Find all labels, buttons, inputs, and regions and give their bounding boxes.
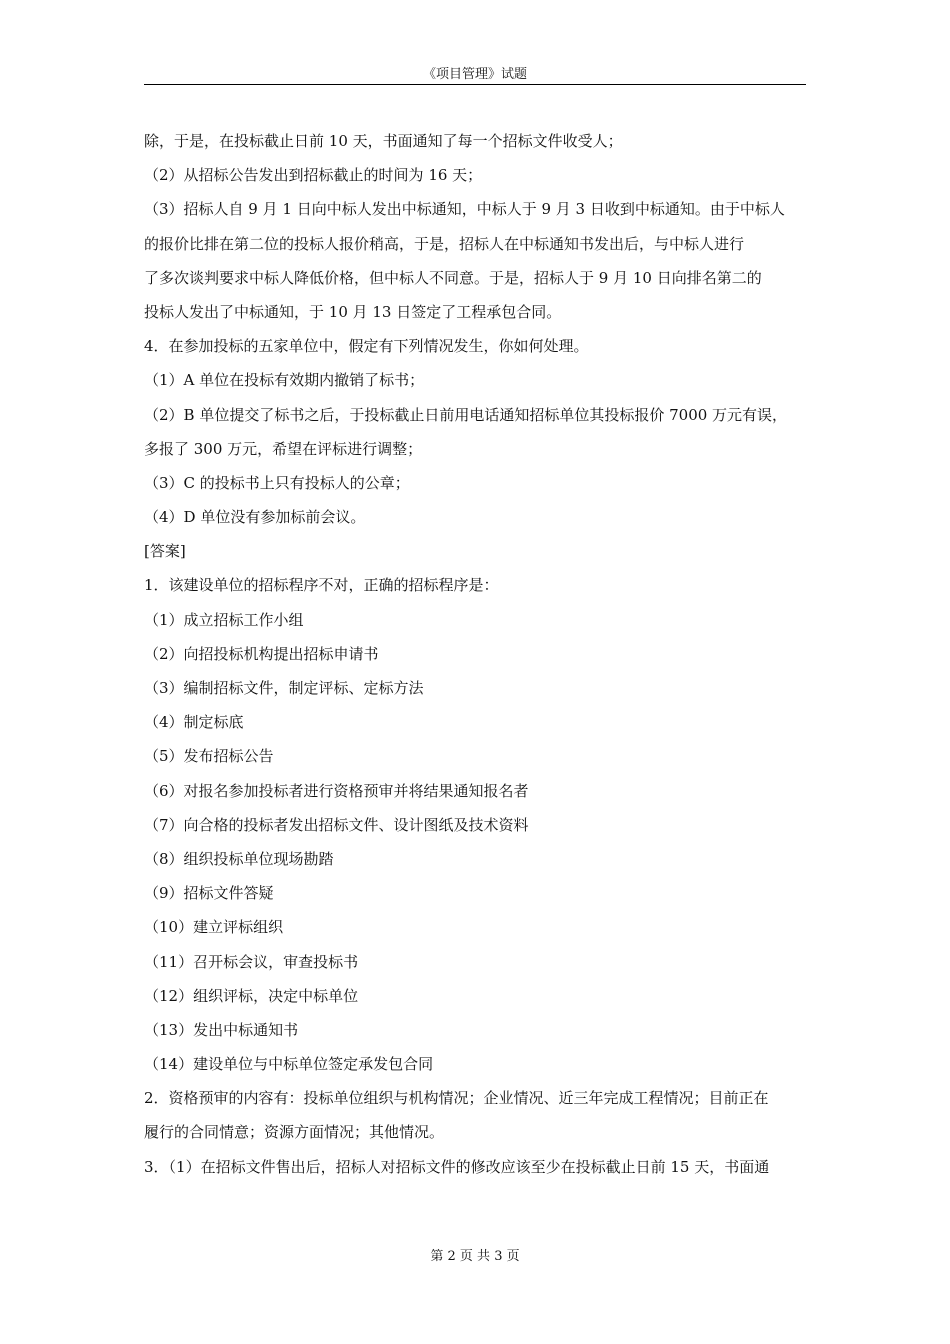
text-line: 投标人发出了中标通知，于 10 月 13 日签定了工程承包合同。 bbox=[144, 302, 562, 321]
answer-item: 1．该建设单位的招标程序不对，正确的招标程序是： bbox=[144, 576, 499, 595]
page-header bbox=[144, 66, 806, 85]
list-item: （2）向招投标机构提出招标申请书 bbox=[144, 644, 379, 663]
answer-heading: [答案] bbox=[144, 542, 186, 561]
page-footer bbox=[0, 1249, 950, 1265]
list-item: （12）组织评标，决定中标单位 bbox=[144, 986, 359, 1005]
text-line: （3）招标人自 9 月 1 日向中标人发出中标通知，中标人于 9 月 3 日收到中标通知。由于中标人 bbox=[144, 200, 785, 219]
question-heading: 4．在参加投标的五家单位中，假定有下列情况发生，你如何处理。 bbox=[144, 337, 589, 356]
text-line: （1）A 单位在投标有效期内撤销了标书； bbox=[144, 371, 425, 390]
text-line: 了多次谈判要求中标人降低价格，但中标人不同意。于是，招标人于 9 月 10 日向排名第二的 bbox=[144, 268, 762, 287]
document-body bbox=[144, 124, 812, 1184]
text-line: （4）D 单位没有参加标前会议。 bbox=[144, 508, 366, 527]
list-item: （13）发出中标通知书 bbox=[144, 1020, 299, 1039]
list-item: （7）向合格的投标者发出招标文件、设计图纸及技术资料 bbox=[144, 815, 529, 834]
text-line: 除，于是，在投标截止日前 10 天，书面通知了每一个招标文件收受人； bbox=[144, 132, 623, 150]
page-number: 第 2 页 共 3 页 bbox=[430, 1249, 520, 1264]
list-item: （4）制定标底 bbox=[144, 713, 244, 732]
list-item: （6）对报名参加投标者进行资格预审并将结果通知报名者 bbox=[144, 781, 529, 800]
answer-item: 2．资格预审的内容有：投标单位组织与机构情况；企业情况、近三年完成工程情况；目前正在 bbox=[144, 1089, 769, 1108]
header-title: 《项目管理》试题 bbox=[422, 67, 527, 82]
list-item: （1）成立招标工作小组 bbox=[144, 610, 304, 629]
answer-item: 3．（1）在招标文件售出后，招标人对招标文件的修改应该至少在投标截止日前 15 天，书面通 bbox=[144, 1157, 770, 1176]
text-line: （3）C 的投标书上只有投标人的公章； bbox=[144, 473, 410, 492]
list-item: （3）编制招标文件，制定评标、定标方法 bbox=[144, 679, 424, 697]
list-item: （9）招标文件答疑 bbox=[144, 884, 274, 903]
text-line: （2）从招标公告发出到招标截止的时间为 16 天； bbox=[144, 166, 483, 185]
list-item: （11）召开标会议，审查投标书 bbox=[144, 952, 359, 971]
list-item: （5）发布招标公告 bbox=[144, 747, 274, 766]
text-line: 的报价比排在第二位的投标人报价稍高，于是，招标人在中标通知书发出后，与中标人进行 bbox=[144, 234, 745, 253]
text-line: 多报了 300 万元，希望在评标进行调整； bbox=[144, 439, 423, 458]
list-item: （14）建设单位与中标单位签定承发包合同 bbox=[144, 1055, 434, 1074]
list-item: （8）组织投标单位现场勘踏 bbox=[144, 849, 334, 868]
text-line: 履行的合同情意；资源方面情况；其他情况。 bbox=[144, 1123, 445, 1142]
list-item: （10）建立评标组织 bbox=[144, 918, 284, 937]
text-line: （2）B 单位提交了标书之后，于投标截止日前用电话通知招标单位其投标报价 7000 万元有误， bbox=[144, 405, 788, 424]
